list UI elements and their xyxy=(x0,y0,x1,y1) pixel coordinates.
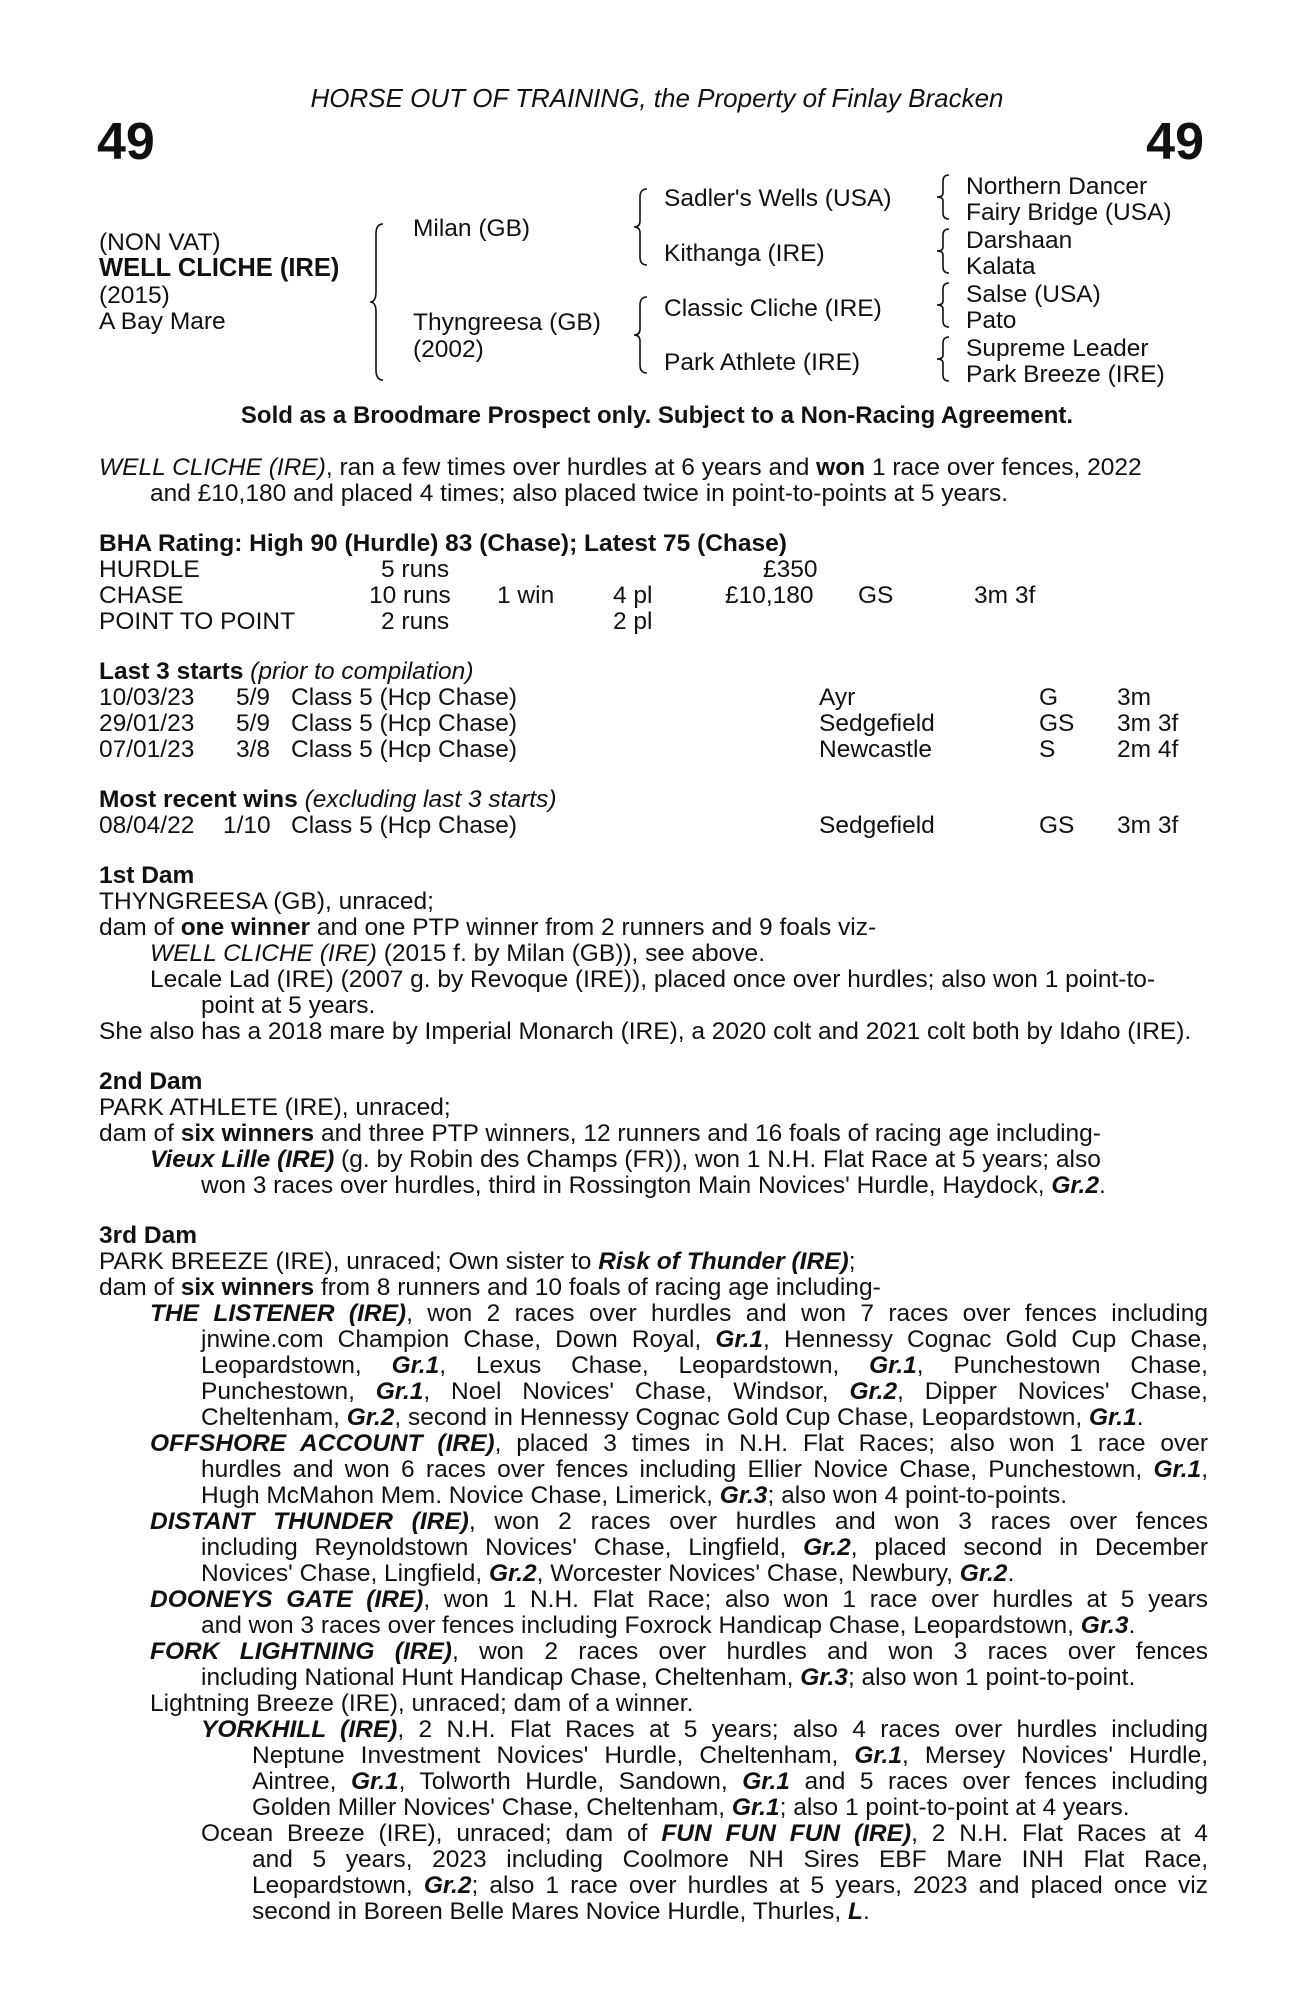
summary-line-1: WELL CLICHE (IRE), ran a few times over hurdles at 6 years and won 1 race over fences, 2022 xyxy=(99,454,1142,481)
horse-name: WELL CLICHE (IRE) xyxy=(99,254,340,282)
last-start-row: 29/01/23 5/9 Class 5 (Hcp Chase) Sedgefield GS 3m 3f xyxy=(99,710,1179,737)
horse-year: (2015) xyxy=(99,282,170,309)
pedigree-gen3-8: Park Breeze (IRE) xyxy=(966,361,1165,388)
second-dam-line: won 3 races over hurdles, third in Rossington Main Novices' Hurdle, Haydock, Gr.2. xyxy=(201,1172,1106,1199)
progeny-line: Golden Miller Novices' Chase, Cheltenham, Gr.1; also 1 point-to-point at 4 years. xyxy=(252,1794,1130,1821)
last-start-row: 10/03/23 5/9 Class 5 (Hcp Chase) Ayr G 3m xyxy=(99,684,1152,711)
progeny-line: second in Boreen Belle Mares Novice Hurdle, Thurles, L. xyxy=(252,1898,870,1925)
progeny-line: and won 3 races over fences including Foxrock Handicap Chase, Leopardstown, Gr.3. xyxy=(201,1612,1136,1639)
pedigree-dam-sire: Classic Cliche (IRE) xyxy=(664,295,882,322)
progeny-line: FORK LIGHTNING (IRE), won 2 races over hurdles and won 3 races over fences xyxy=(150,1638,1208,1665)
page-header-title: HORSE OUT OF TRAINING, the Property of Finlay Bracken xyxy=(310,83,1004,113)
pedigree-gen3-5: Salse (USA) xyxy=(966,281,1101,308)
progeny-line: including Reynoldstown Novices' Chase, Lingfield, Gr.2, placed second in December xyxy=(201,1534,1208,1561)
pedigree-gen3-1: Northern Dancer xyxy=(966,173,1148,200)
pedigree-brace-6 xyxy=(936,281,954,329)
first-dam-line: THYNGREESA (GB), unraced; xyxy=(99,888,434,915)
rating-row: CHASE 10 runs 1 win 4 pl £10,180 GS 3m 3f xyxy=(99,582,1036,609)
progeny-line: Leopardstown, Gr.1, Lexus Chase, Leopardstown, Gr.1, Punchestown Chase, xyxy=(201,1352,1208,1379)
rating-heading: BHA Rating: High 90 (Hurdle) 83 (Chase); Latest 75 (Chase) xyxy=(99,530,787,557)
progeny-line: THE LISTENER (IRE), won 2 races over hurdles and won 7 races over fences including xyxy=(150,1300,1208,1327)
pedigree-brace-5 xyxy=(936,227,954,275)
first-dam-line: point at 5 years. xyxy=(201,992,376,1019)
second-dam-heading: 2nd Dam xyxy=(99,1068,203,1095)
second-dam-line: PARK ATHLETE (IRE), unraced; xyxy=(99,1094,451,1121)
pedigree-dam-dam: Park Athlete (IRE) xyxy=(664,349,861,376)
recent-wins-heading: Most recent wins (excluding last 3 starts) xyxy=(99,786,557,813)
first-dam-line: Lecale Lad (IRE) (2007 g. by Revoque (IRE)), placed once over hurdles; also won 1 point-to- xyxy=(150,966,1156,993)
pedigree-brace-2 xyxy=(633,187,653,267)
lot-number-left: 49 xyxy=(97,113,155,171)
lot-number-right: 49 xyxy=(1146,113,1204,171)
progeny-line: Lightning Breeze (IRE), unraced; dam of a winner. xyxy=(150,1690,694,1717)
pedigree-brace-1 xyxy=(369,222,389,382)
first-dam-heading: 1st Dam xyxy=(99,862,195,889)
first-dam-line: WELL CLICHE (IRE) (2015 f. by Milan (GB)), see above. xyxy=(150,940,765,967)
third-dam-line: dam of six winners from 8 runners and 10 foals of racing age including- xyxy=(99,1274,881,1301)
third-dam-line: PARK BREEZE (IRE), unraced; Own sister to Risk of Thunder (IRE); xyxy=(99,1248,856,1275)
last-starts-heading: Last 3 starts (prior to compilation) xyxy=(99,658,474,685)
progeny-line: OFFSHORE ACCOUNT (IRE), placed 3 times in N.H. Flat Races; also won 1 race over xyxy=(150,1430,1209,1457)
progeny-line: Leopardstown, Gr.2; also 1 race over hurdles at 5 years, 2023 and placed once viz xyxy=(252,1872,1209,1899)
pedigree-brace-7 xyxy=(936,335,954,383)
summary-line-2: and £10,180 and placed 4 times; also placed twice in point-to-points at 5 years. xyxy=(150,480,1009,507)
pedigree-dam: Thyngreesa (GB) xyxy=(413,309,601,336)
pedigree-gen3-3: Darshaan xyxy=(966,227,1073,254)
progeny-line: YORKHILL (IRE), 2 N.H. Flat Races at 5 years; also 4 races over hurdles including xyxy=(201,1716,1209,1743)
first-dam-line: dam of one winner and one PTP winner from 2 runners and 9 foals viz- xyxy=(99,914,877,941)
progeny-line: hurdles and won 6 races over fences including Ellier Novice Chase, Punchestown, Gr.1, xyxy=(201,1456,1208,1483)
vat-status: (NON VAT) xyxy=(99,229,221,256)
third-dam-heading: 3rd Dam xyxy=(99,1222,198,1249)
progeny-line: Hugh McMahon Mem. Novice Chase, Limerick, Gr.3; also won 4 point-to-points. xyxy=(201,1482,1068,1509)
progeny-line: Cheltenham, Gr.2, second in Hennessy Cognac Gold Cup Chase, Leopardstown, Gr.1. xyxy=(201,1404,1144,1431)
pedigree-gen3-7: Supreme Leader xyxy=(966,335,1149,362)
summary-horse-name: WELL CLICHE (IRE) xyxy=(99,454,326,481)
progeny-line: jnwine.com Champion Chase, Down Royal, Gr.1, Hennessy Cognac Gold Cup Chase, xyxy=(201,1326,1208,1353)
progeny-line: Novices' Chase, Lingfield, Gr.2, Worcester Novices' Chase, Newbury, Gr.2. xyxy=(201,1560,1015,1587)
pedigree-brace-4 xyxy=(936,173,954,221)
progeny-line: Neptune Investment Novices' Hurdle, Cheltenham, Gr.1, Mersey Novices' Hurdle, xyxy=(252,1742,1209,1769)
progeny-line: Aintree, Gr.1, Tolworth Hurdle, Sandown, Gr.1 and 5 races over fences including xyxy=(252,1768,1208,1795)
pedigree-gen3-4: Kalata xyxy=(966,253,1036,280)
pedigree-gen3-6: Pato xyxy=(966,307,1017,334)
pedigree-brace-3 xyxy=(633,295,653,375)
second-dam-line: dam of six winners and three PTP winners, 12 runners and 16 foals of racing age including- xyxy=(99,1120,1101,1147)
rating-row: HURDLE 5 runs £350 xyxy=(99,556,818,583)
progeny-line: and 5 years, 2023 including Coolmore NH Sires EBF Mare INH Flat Race, xyxy=(252,1846,1208,1873)
pedigree-sire-sire: Sadler's Wells (USA) xyxy=(664,185,892,212)
pedigree-sire-dam: Kithanga (IRE) xyxy=(664,240,825,267)
pedigree-sire: Milan (GB) xyxy=(413,215,531,242)
pedigree-dam-year: (2002) xyxy=(413,336,484,363)
rating-row: POINT TO POINT 2 runs 2 pl xyxy=(99,608,653,635)
progeny-line: Ocean Breeze (IRE), unraced; dam of FUN FUN FUN (IRE), 2 N.H. Flat Races at 4 xyxy=(201,1820,1208,1847)
first-dam-line: She also has a 2018 mare by Imperial Monarch (IRE), a 2020 colt and 2021 colt both by Idaho (IRE). xyxy=(99,1018,1192,1045)
second-dam-line: Vieux Lille (IRE) (g. by Robin des Champs (FR)), won 1 N.H. Flat Race at 5 years; also xyxy=(150,1146,1101,1173)
last-start-row: 07/01/23 3/8 Class 5 (Hcp Chase) Newcastle S 2m 4f xyxy=(99,736,1179,763)
progeny-line: Punchestown, Gr.1, Noel Novices' Chase, Windsor, Gr.2, Dipper Novices' Chase, xyxy=(201,1378,1208,1405)
progeny-line: DOONEYS GATE (IRE), won 1 N.H. Flat Race; also won 1 race over hurdles at 5 years xyxy=(150,1586,1208,1613)
progeny-line: including National Hunt Handicap Chase, Cheltenham, Gr.3; also won 1 point-to-point. xyxy=(201,1664,1136,1691)
horse-description: A Bay Mare xyxy=(99,308,226,335)
progeny-line: DISTANT THUNDER (IRE), won 2 races over hurdles and won 3 races over fences xyxy=(150,1508,1208,1535)
pedigree-gen3-2: Fairy Bridge (USA) xyxy=(966,199,1172,226)
recent-win-row: 08/04/22 1/10 Class 5 (Hcp Chase) Sedgefield GS 3m 3f xyxy=(99,812,1179,839)
sale-conditions-note: Sold as a Broodmare Prospect only. Subject to a Non-Racing Agreement. xyxy=(240,402,1074,429)
